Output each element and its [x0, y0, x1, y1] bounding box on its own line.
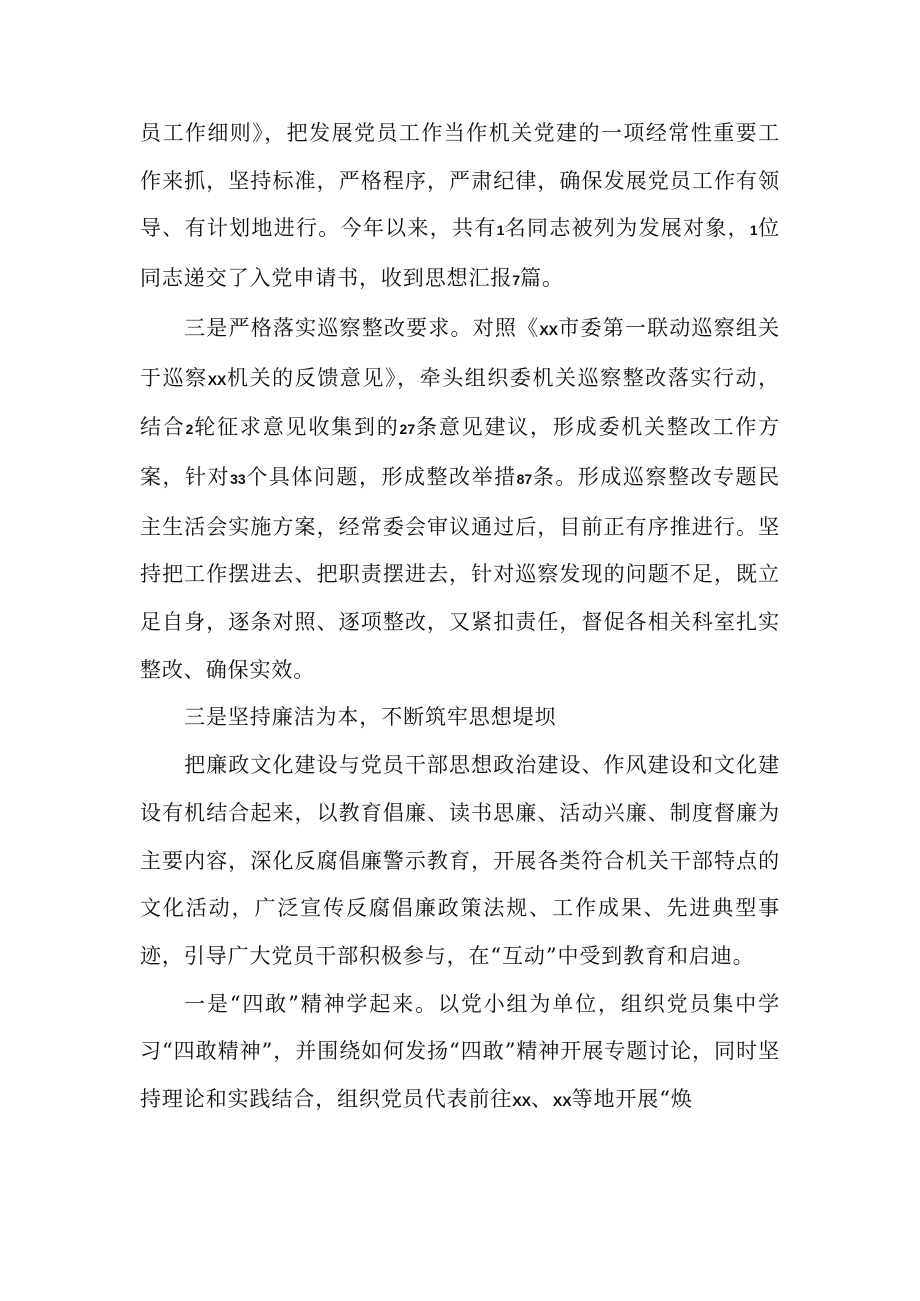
text-run: 、 [531, 1087, 553, 1112]
document-body [140, 110, 780, 1126]
emphasized-value: XX [539, 321, 558, 338]
text-run: 机关的反馈意见》，牵头组织委机关巡察整改落实行动，结合 [140, 365, 781, 440]
paragraph-four-dares [140, 981, 780, 1126]
emphasized-value: 27 [399, 421, 416, 438]
text-run: 篇。 [520, 266, 564, 291]
emphasized-value: 7 [512, 272, 521, 289]
emphasized-value: XX [512, 1093, 531, 1110]
text-run: 等地开展“焕 [571, 1087, 693, 1112]
section-heading [140, 694, 780, 742]
text-run: 位同志递交了入党申请书，收到思想汇报 [140, 216, 780, 291]
emphasized-value: 1 [496, 222, 505, 239]
text-run: 一是“四敢”精神学起来。以党小组为单位，组织党员集中学习“四敢精神”，并围绕如何发扬“四敢”精神开展专题讨论，同时坚持理论和实践结合，组织党员代表前往 [140, 991, 780, 1112]
paragraph-continuation [140, 110, 780, 305]
text-run: 条。形成巡察整改专题民主生活会实施方案，经常委会审议通过后，目前正有序推进行。坚持把工作摆进去、把职责摆进去，针对巡察发现的问题不足，既立足自身，逐条对照、逐项整改，又紧扣责任，督促各相关科室扎实整改、确保实效。 [140, 464, 780, 682]
text-run: 市委第一联动巡察组关于巡察 [140, 315, 781, 390]
text-run: 三是严格落实巡察整改要求。对照《 [184, 315, 540, 340]
text-run: 轮征求意见收集到的 [193, 415, 400, 440]
emphasized-value: 87 [516, 470, 533, 487]
emphasized-value: 2 [185, 421, 194, 438]
emphasized-value: XX [552, 1093, 572, 1110]
paragraph-integrity-culture [140, 742, 780, 981]
text-run: 条意见建议，形成委机关整改工作方案，针对 [140, 415, 780, 489]
text-run: 把廉政文化建设与党员干部思想政治建设、作风建设和文化建设有机结合起来，以教育倡廉、读书思廉、活动兴廉、制度督廉为主要内容，深化反腐倡廉警示教育，开展各类符合机关干部特点的文化活动，广泛宣传反腐倡廉政策法规、工作成果、先进典型事迹，引导广大党员干部积极参与，在“互动”中受到教育和启迪。 [140, 753, 780, 968]
text-run: 名同志被列为发展对象， [504, 216, 750, 241]
emphasized-value: XX [207, 371, 227, 388]
text-run: 三是坚持廉洁为本，不断筑牢思想堤坝 [184, 705, 557, 730]
emphasized-value: 33 [230, 470, 246, 487]
emphasized-value: 1 [749, 222, 758, 239]
paragraph-rectification [140, 305, 780, 695]
text-run: 个具体问题，形成整改举措 [245, 464, 517, 489]
text-run: 员工作细则》，把发展党员工作当作机关党建的一项经常性重要工作来抓，坚持标准，严格程序，严肃纪律，确保发展党员工作有领导、有计划地进行。今年以来，共有 [140, 121, 780, 241]
